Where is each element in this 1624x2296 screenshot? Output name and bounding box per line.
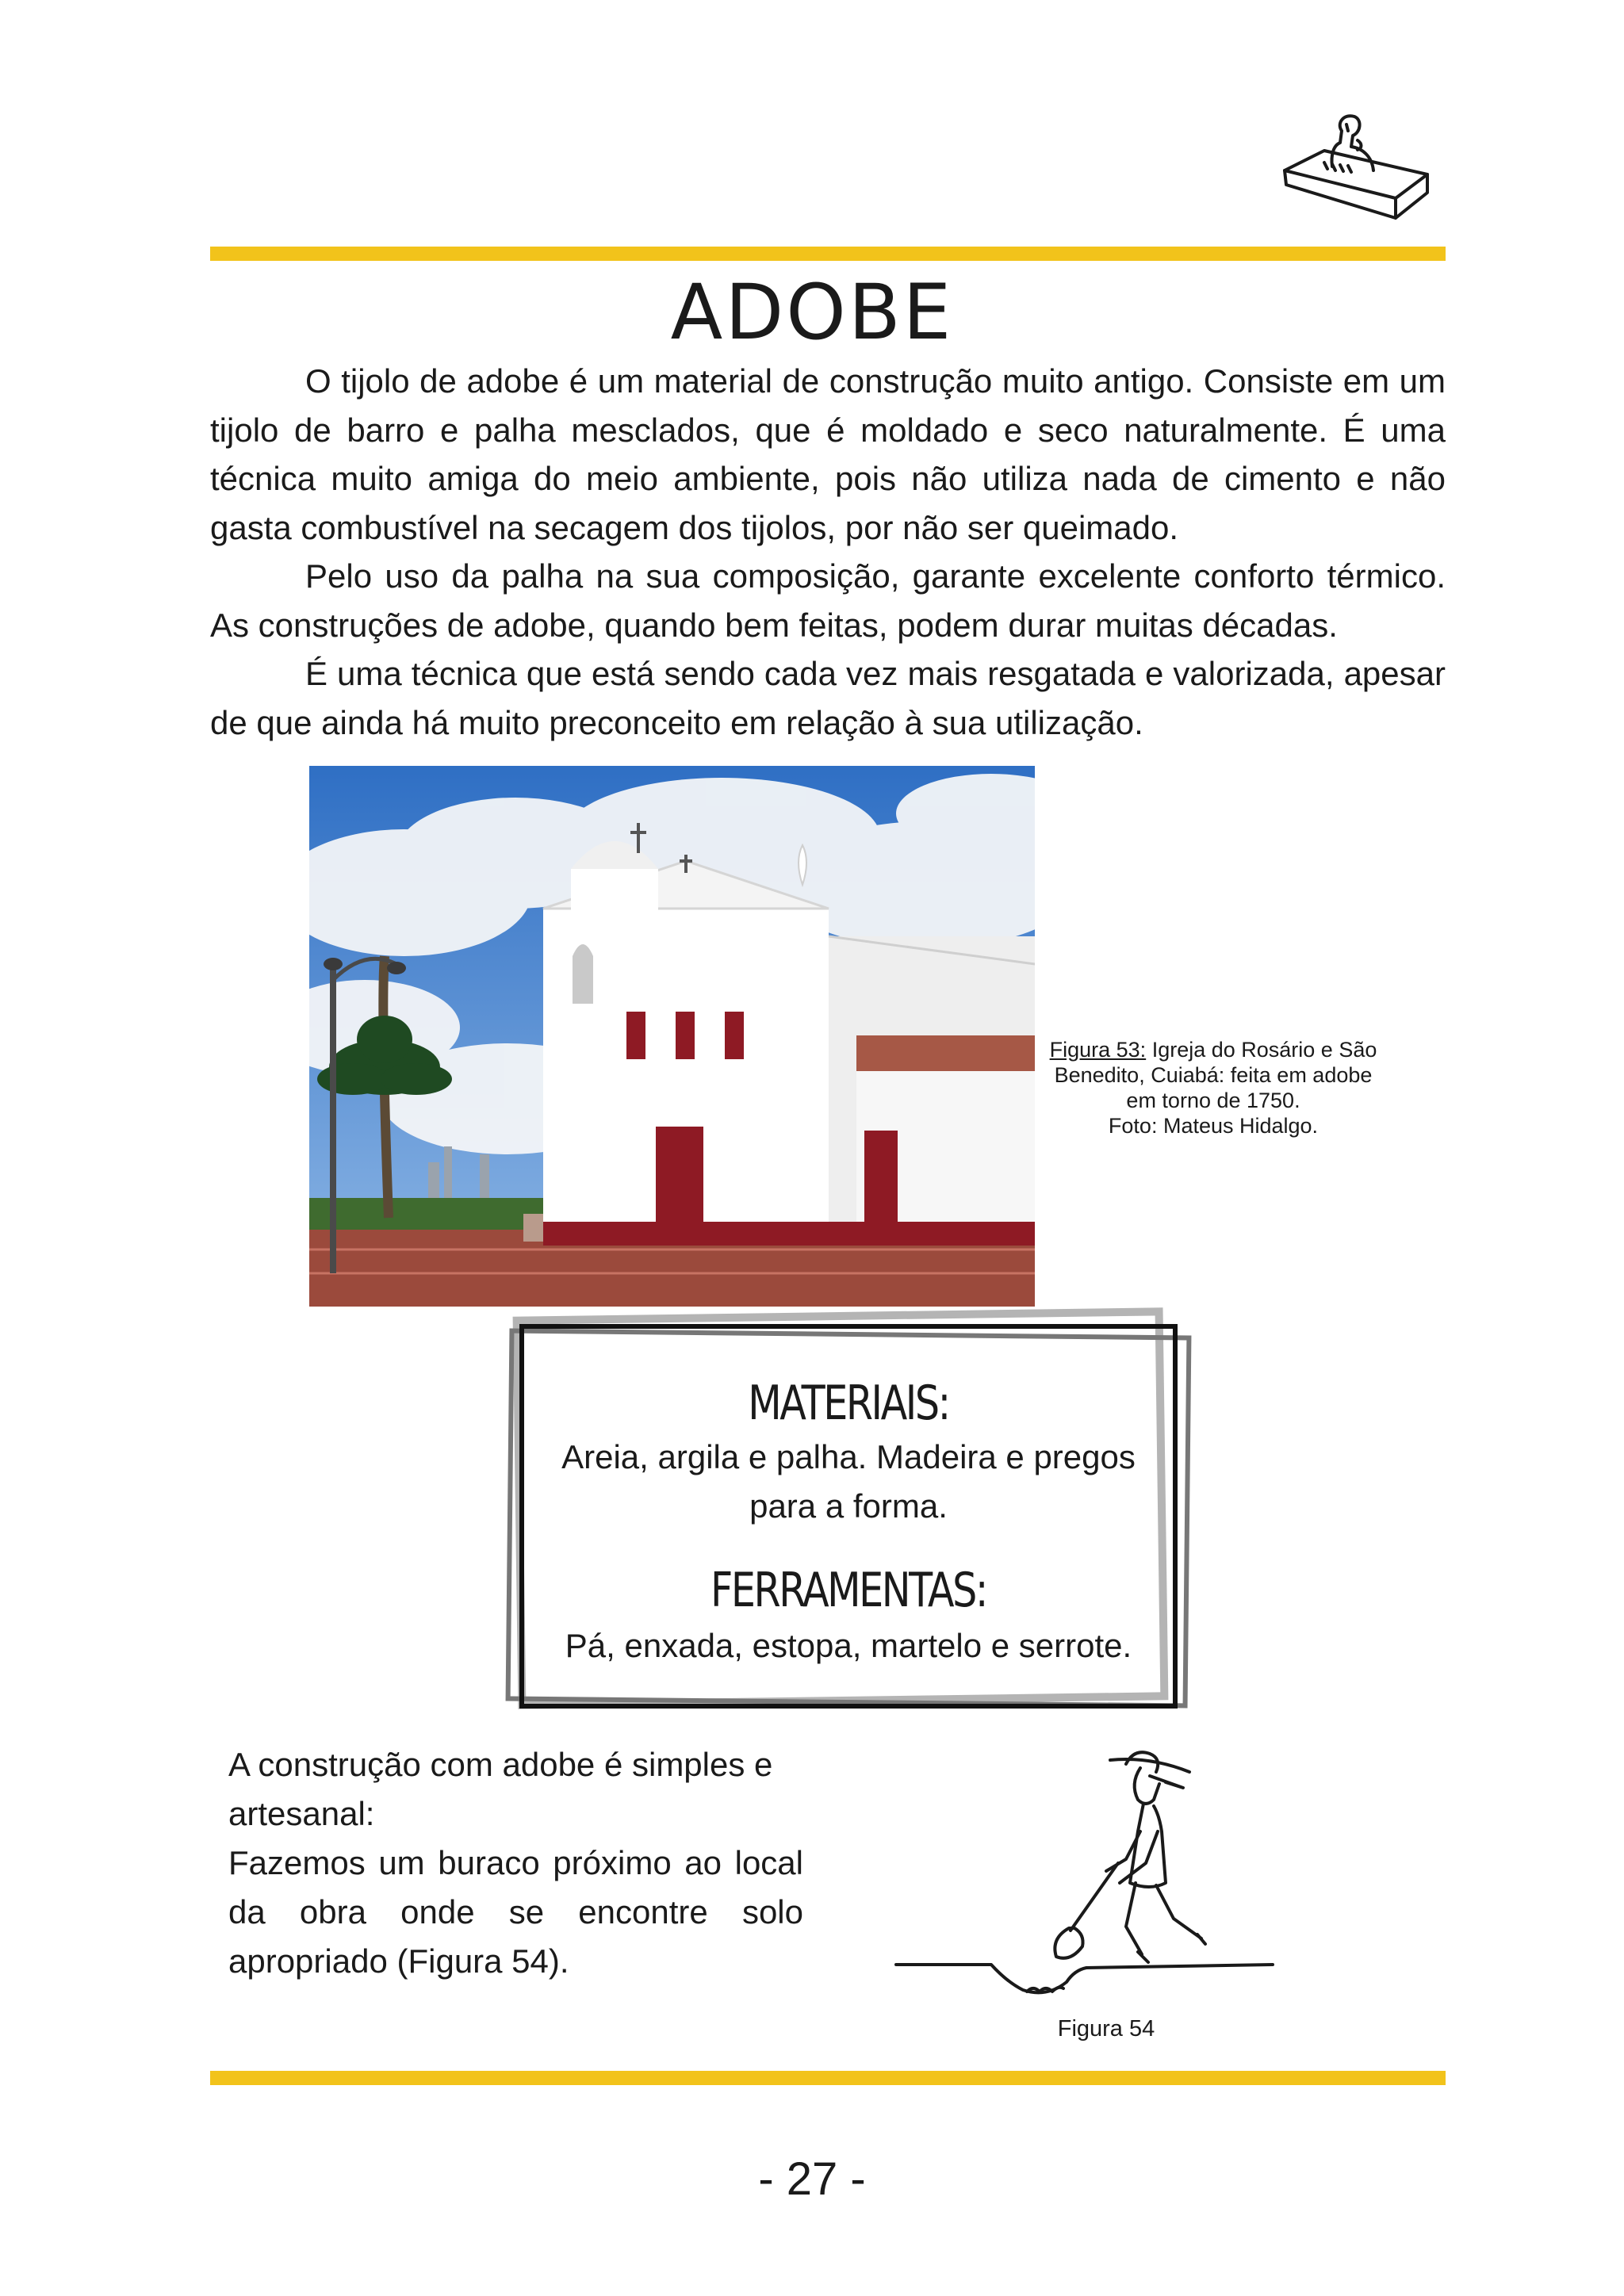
paragraph: É uma técnica que está sendo cada vez mais resgatada e valorizada, apesar de que ainda há muito preconceito em relação à sua utilização. xyxy=(210,655,1446,741)
figure-53-caption xyxy=(1039,1037,1388,1138)
intro-text xyxy=(210,357,1446,747)
digging-person-illustration xyxy=(888,1744,1285,2014)
page-number: - 27 - xyxy=(758,2153,866,2205)
bottom-rule xyxy=(210,2071,1446,2085)
materials-text: Areia, argila e palha. Madeira e pregos para a forma. xyxy=(561,1438,1136,1525)
construction-line-1: A construção com adobe é simples e artesanal: xyxy=(228,1746,773,1832)
paragraph: Pelo uso da palha na sua composição, garante excelente conforto térmico. As construções de adobe, quando bem feitas, podem durar muitas décadas. xyxy=(210,557,1446,644)
paragraph: O tijolo de adobe é um material de construção muito antigo. Consiste em um tijolo de barro e palha mesclados, que é moldado e seco naturalmente. É uma técnica muito amiga do meio ambiente, pois não utiliza nada de cimento e não gasta combustível na secagem dos tijolos, por não ser queimado. xyxy=(210,362,1446,546)
figure-54-caption: Figura 54 xyxy=(1057,2016,1155,2042)
figure-53-label: Figura 53: xyxy=(1049,1038,1147,1062)
tools-text: Pá, enxada, estopa, martelo e serrote. xyxy=(565,1627,1132,1664)
tools-heading: FERRAMENTAS: xyxy=(710,1563,986,1618)
brick-stamp-icon xyxy=(1269,107,1435,242)
construction-line-2: Fazemos um buraco próximo ao local da obra onde se encontre solo apropriado (Figura 54). xyxy=(228,1844,803,1980)
page-title: ADOBE xyxy=(670,268,954,357)
top-rule xyxy=(210,247,1446,261)
materials-heading: MATERIAIS: xyxy=(748,1376,949,1431)
figure-53-text: Igreja do Rosário e São Benedito, Cuiabá: feita em adobe em torno de 1750. xyxy=(1054,1038,1377,1112)
figure-53-credit: Foto: Mateus Hidalgo. xyxy=(1108,1114,1319,1138)
church-photo xyxy=(309,766,1035,1307)
materials-box xyxy=(523,1332,1174,1705)
construction-intro xyxy=(228,1740,803,1986)
